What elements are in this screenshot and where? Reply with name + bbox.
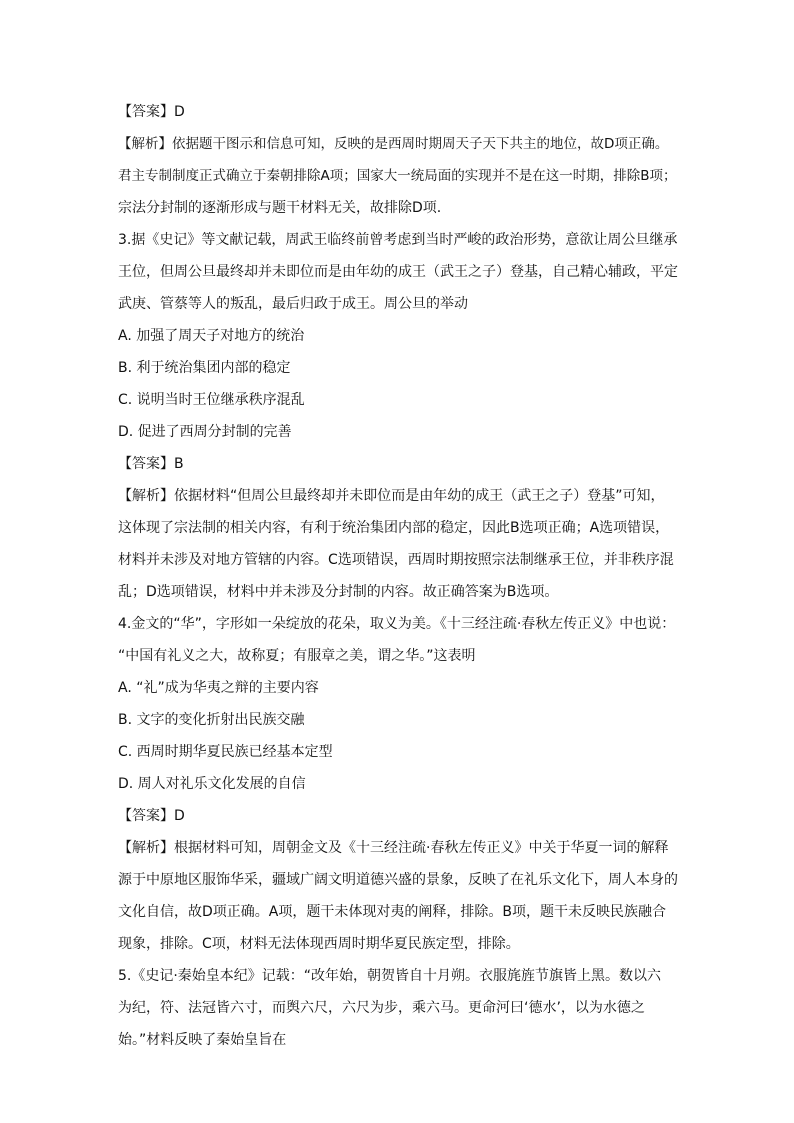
- text-line: 文化自信，故D项正确。A项，题干未体现对夷的阐释，排除。B项，题干未反映民族融合: [118, 904, 666, 920]
- text-line: 现象，排除。C项，材料无法体现西周时期华夏民族定型，排除。: [118, 936, 520, 952]
- text-line: 3.据《史记》等文献记载，周武王临终前曾考虑到当时严峻的政治形势，意欲让周公旦继承: [118, 232, 678, 248]
- text-line: 【解析】根据材料可知，周朝金文及《十三经注疏·春秋左传正义》中关于华夏一词的解释: [118, 840, 669, 856]
- text-line: 这体现了宗法制的相关内容，有利于统治集团内部的稳定，因此B选项正确；A选项错误，: [118, 520, 670, 536]
- text-line: 源于中原地区服饰华采，疆域广阔文明道德兴盛的景象，反映了在礼乐文化下，周人本身的: [118, 872, 678, 888]
- text-line: 材料并未涉及对地方管辖的内容。C选项错误，西周时期按照宗法制继承王位，并非秩序混: [118, 552, 674, 568]
- text-line: A. “礼”成为华夷之辩的主要内容: [118, 680, 319, 696]
- text-line: 君主专制制度正式确立于秦朝排除A项；国家大一统局面的实现并不是在这一时期，排除B项；: [118, 168, 677, 184]
- document-body: [118, 96, 678, 1056]
- text-line: D. 促进了西周分封制的完善: [118, 424, 292, 440]
- text-line: 【解析】依据题干图示和信息可知，反映的是西周时期周天子天下共主的地位，故D项正确。: [118, 136, 669, 152]
- text-line: 王位，但周公旦最终却并未即位而是由年幼的成王（武王之子）登基，自己精心辅政，平定: [118, 264, 678, 280]
- text-line: 【答案】B: [118, 456, 184, 472]
- text-line: 宗法分封制的逐渐形成与题干材料无关，故排除D项.: [118, 200, 442, 216]
- text-line: B. 利于统治集团内部的稳定: [118, 360, 291, 376]
- text-line: C. 说明当时王位继承秩序混乱: [118, 392, 305, 408]
- text-line: 5.《史记·秦始皇本纪》记载：“改年始，朝贺皆自十月朔。衣服旄旌节旗皆上黑。数以六: [118, 968, 662, 984]
- text-line: A. 加强了周天子对地方的统治: [118, 328, 305, 344]
- text-line: C. 西周时期华夏民族已经基本定型: [118, 744, 333, 760]
- text-line: B. 文字的变化折射出民族交融: [118, 712, 305, 728]
- text-line: 始。”材料反映了秦始皇旨在: [118, 1032, 287, 1048]
- text-line: “中国有礼义之大，故称夏；有服章之美，谓之华。”这表明: [118, 648, 476, 664]
- text-line: 乱；D选项错误，材料中并未涉及分封制的内容。故正确答案为B选项。: [118, 584, 559, 600]
- text-line: 为纪，符、法冠皆六寸，而舆六尺，六尺为步，乘六马。更命河曰‘德水’，以为水德之: [118, 1000, 645, 1016]
- text-line: 4.金文的“华”，字形如一朵绽放的花朵，取义为美。《十三经注疏·春秋左传正义》中也说：: [118, 616, 676, 632]
- text-line: 武庚、管蔡等人的叛乱，最后归政于成王。周公旦的举动: [118, 296, 468, 312]
- text-line: 【答案】D: [118, 104, 185, 120]
- text-line: 【答案】D: [118, 808, 185, 824]
- text-line: 【解析】依据材料“但周公旦最终却并未即位而是由年幼的成王（武王之子）登基”可知，: [118, 488, 665, 504]
- text-line: D. 周人对礼乐文化发展的自信: [118, 776, 306, 792]
